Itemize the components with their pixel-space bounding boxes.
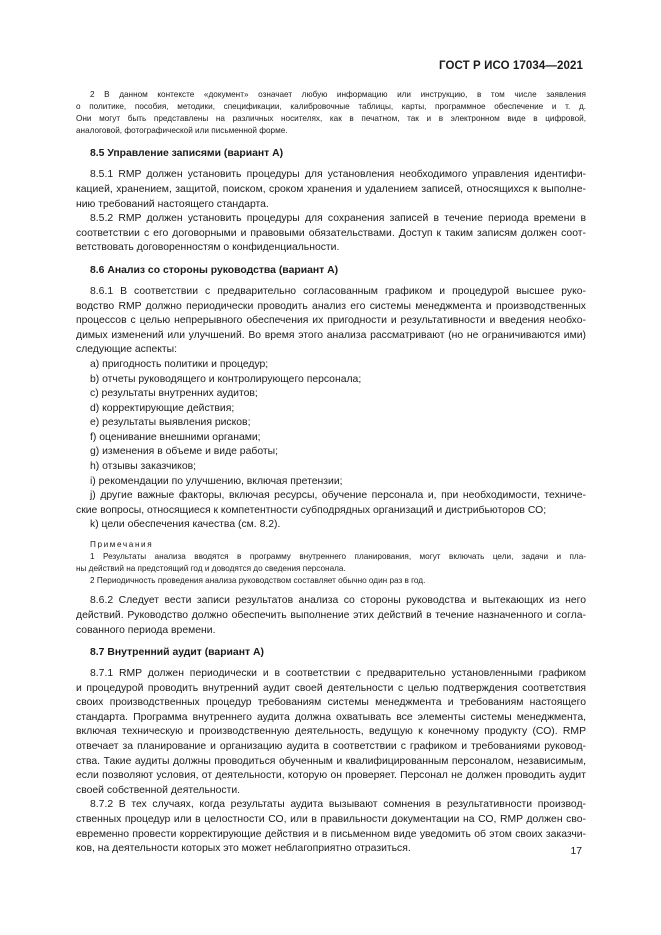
text-line: 8.5.2 RMP должен установить процедуры для сохранения записей в течение периода времени в bbox=[90, 213, 586, 225]
section-heading: 8.6 Анализ со стороны руководства (вариант А) bbox=[90, 264, 339, 276]
text-line: ства. Такие аудиты должны проводиться обученным и квалифицированным персоналом, независимым, bbox=[76, 755, 586, 767]
text-line: евременно провести корректирующие действия и в письменном виде уведомить об этом своих заказчи- bbox=[76, 828, 586, 840]
note-line: ны действий на предстоящий год и доводятся до сведения персонала. bbox=[76, 564, 346, 574]
list-item: e) результаты выявления рисков; bbox=[90, 417, 251, 429]
list-item: k) цели обеспечения качества (см. 8.2). bbox=[90, 519, 281, 531]
list-item: j) другие важные факторы, включая ресурсы, обучение персонала и, при необходимости, техниче- bbox=[90, 490, 586, 502]
text-line: своих производственных процедур требованиям системы менеджмента и требованиям настоящего bbox=[76, 697, 586, 709]
list-item: d) корректирующие действия; bbox=[90, 402, 235, 414]
footnote-line: о политике, пособия, методики, спецификации, калибровочные таблицы, карты, программное обеспечение и т. д. bbox=[76, 102, 586, 112]
note-line: 2 Периодичность проведения анализа руководством составляет обычно один раз в год. bbox=[90, 576, 426, 586]
footnote-block bbox=[76, 89, 586, 137]
paragraph-8-5-2 bbox=[76, 212, 586, 256]
list-item: g) изменения в объеме и виде работы; bbox=[90, 446, 278, 458]
text-line: отвечает за планирование и организацию аудита в соответствии с графиком и требованиями руковод- bbox=[76, 741, 586, 753]
text-line: ков, на деятельности которых это может неблагоприятно отразиться. bbox=[76, 843, 411, 855]
text-line: и процедурой проводить внутренний аудит своей деятельности с целью подтверждения соответствия bbox=[76, 682, 586, 694]
paragraph-8-6-2 bbox=[76, 594, 586, 638]
text-line: кацией, хранением, защитой, поиском, сроком хранения и удалением записей, относящихся к выполне- bbox=[76, 183, 586, 195]
document-code-header: ГОСТ Р ИСО 17034—2021 bbox=[438, 60, 583, 72]
text-line: своей собственной деятельности. bbox=[76, 784, 241, 796]
list-item: f) оценивание внешними органами; bbox=[90, 431, 261, 443]
footnote-line: аналоговой, фотографической или письменной форме. bbox=[76, 126, 288, 136]
text-line: 8.6.1 В соответствии с предварительно согласованным графиком и процедурой высшее руко- bbox=[90, 285, 586, 297]
text-line: действий. Руководство должно обеспечить выполнение этих действий в течение назначенного и согла- bbox=[76, 609, 586, 621]
text-line: нию требований настоящего стандарта. bbox=[76, 198, 269, 210]
notes-block bbox=[76, 539, 586, 587]
text-line: 8.7.1 RMP должен периодически и в соответствии с предварительно установленными графиком bbox=[90, 668, 586, 680]
text-line: сованного периода времени. bbox=[76, 624, 216, 636]
section-8-7 bbox=[76, 646, 586, 857]
footnote-line: 2 В данном контексте «документ» означает любую информацию или инструкцию, в том числе заявления bbox=[90, 90, 586, 99]
text-line: если позволяют условия, от деятельности, которую он проверяет. Персонал не должен проводить аудит bbox=[76, 770, 586, 782]
list-item: h) отзывы заказчиков; bbox=[90, 461, 197, 473]
section-heading: 8.5 Управление записями (вариант А) bbox=[90, 148, 284, 160]
text-line: 8.7.2 В тех случаях, когда результаты аудита вызывают сомнения в результативности производ- bbox=[90, 799, 586, 811]
section-8-5 bbox=[76, 147, 586, 256]
section-heading: 8.7 Внутренний аудит (вариант А) bbox=[90, 647, 264, 659]
footnote-line: Они могут быть представлены на различных носителях, как в печатном, так и в электронном виде в цифровой, bbox=[76, 114, 586, 124]
list-item-continuation: ские вопросы, относящиеся к компетентности субподрядных организаций и дистрибьюторов СО; bbox=[76, 504, 547, 516]
paragraph-8-7-2 bbox=[76, 798, 586, 856]
list-item: a) пригодность политики и процедур; bbox=[90, 358, 269, 370]
text-line: 8.6.2 Следует вести записи результатов анализа со стороны руководства и вытекающих из него bbox=[90, 595, 586, 607]
paragraph-8-6-1 bbox=[76, 285, 586, 358]
section-8-6 bbox=[76, 264, 586, 638]
text-line: соответствии с его договорными и правовыми обязательствами. Доступ к таким записям должен соот- bbox=[76, 227, 586, 239]
list-item: b) отчеты руководящего и контролирующего персонала; bbox=[90, 373, 362, 385]
text-line: ветствовать договоренностям о конфиденциальности. bbox=[76, 242, 340, 254]
text-line: процессов с целью непрерывного обеспечения их пригодности и результативности и введения необхо- bbox=[76, 315, 586, 327]
page-content bbox=[76, 89, 586, 857]
text-line: стандарта. Программа внутреннего аудита должна охватывать все элементы системы менеджмента, bbox=[76, 711, 586, 723]
list-item: c) результаты внутренних аудитов; bbox=[90, 388, 258, 400]
note-line: 1 Результаты анализа вводятся в программу внутреннего планирования, могут включать цели, задачи и пла- bbox=[90, 552, 586, 562]
text-line: водство RMP должно периодически проводить анализ его системы менеджмента и производственных bbox=[76, 300, 586, 312]
aspects-list bbox=[76, 358, 586, 533]
text-line: ственных процедур или в целостности СО, или в правильности документации на СО, RMP должен сво- bbox=[76, 814, 586, 826]
text-line: включая техническую и производственную деятельность, ведущую к конечному продукту (СО). RMP bbox=[76, 726, 586, 738]
page-number: 17 bbox=[570, 846, 582, 857]
list-item: i) рекомендации по улучшению, включая претензии; bbox=[90, 475, 343, 487]
paragraph-8-5-1 bbox=[76, 168, 586, 212]
text-line: димых изменений или улучшений. Во время этого анализа рассматривают (но не ограничиваются ими) bbox=[76, 329, 586, 341]
notes-title: Примечания bbox=[90, 540, 154, 550]
text-line: 8.5.1 RMP должен установить процедуры для установления необходимого управления идентифи- bbox=[90, 169, 586, 181]
paragraph-8-7-1 bbox=[76, 667, 586, 798]
text-line: следующие аспекты: bbox=[76, 344, 178, 356]
